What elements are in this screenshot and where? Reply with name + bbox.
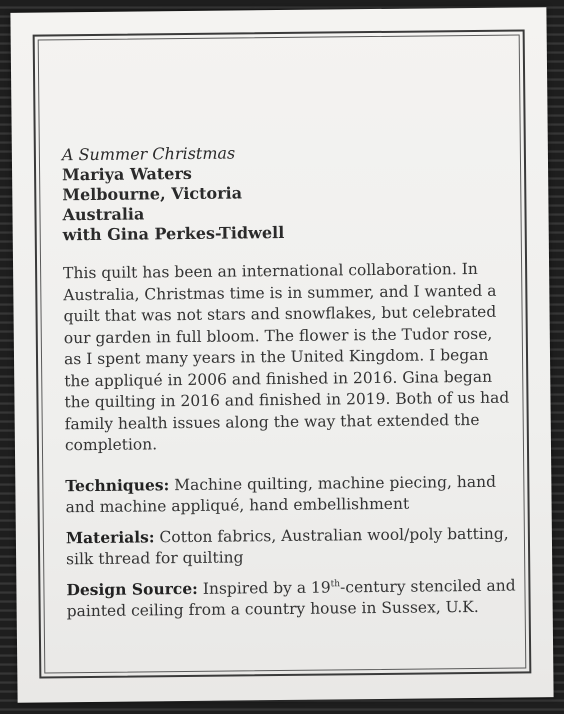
materials-label: Materials: <box>65 526 155 547</box>
design-source-label: Design Source: <box>66 578 198 599</box>
artist-country: Australia <box>62 204 145 225</box>
design-source-superscript: th <box>330 578 341 589</box>
materials-field <box>66 522 516 571</box>
artist-city: Melbourne, Victoria <box>62 183 243 205</box>
quilt-description: This quilt has been an international collaboration. In Australia, Christmas time is in summer, and I wanted a quilt that was not stars and snowflakes, but celebrated our garden in full bloom. The flower is the Tudor rose, as I spent many years in the United Kingdom. I began the appliqué in 2006 and finished in 2016. Gina began the quilting in 2016 and finished in 2019. Both of us had family health issues along the way that extended the completion. <box>63 259 510 455</box>
collaborator-line: with Gina Perkes-Tidwell <box>62 222 285 245</box>
techniques-label: Techniques: <box>65 474 170 495</box>
design-source-value-start: Inspired by a 19 <box>202 578 331 598</box>
label-sheet <box>10 7 553 703</box>
artist-name: Mariya Waters <box>62 163 192 185</box>
techniques-value: Machine quilting, machine piecing, hand and machine appliqué, hand embellishment <box>65 472 497 517</box>
label-content <box>62 140 517 623</box>
quilt-title: A Summer Christmas <box>61 143 236 165</box>
design-source-value-end: -century stenciled and painted ceiling from a country house in Sussex, U.K. <box>66 576 516 621</box>
materials-value: Cotton fabrics, Australian wool/poly batting, silk thread for quilting <box>66 524 509 569</box>
design-source-field <box>66 574 516 623</box>
techniques-field <box>65 470 515 519</box>
